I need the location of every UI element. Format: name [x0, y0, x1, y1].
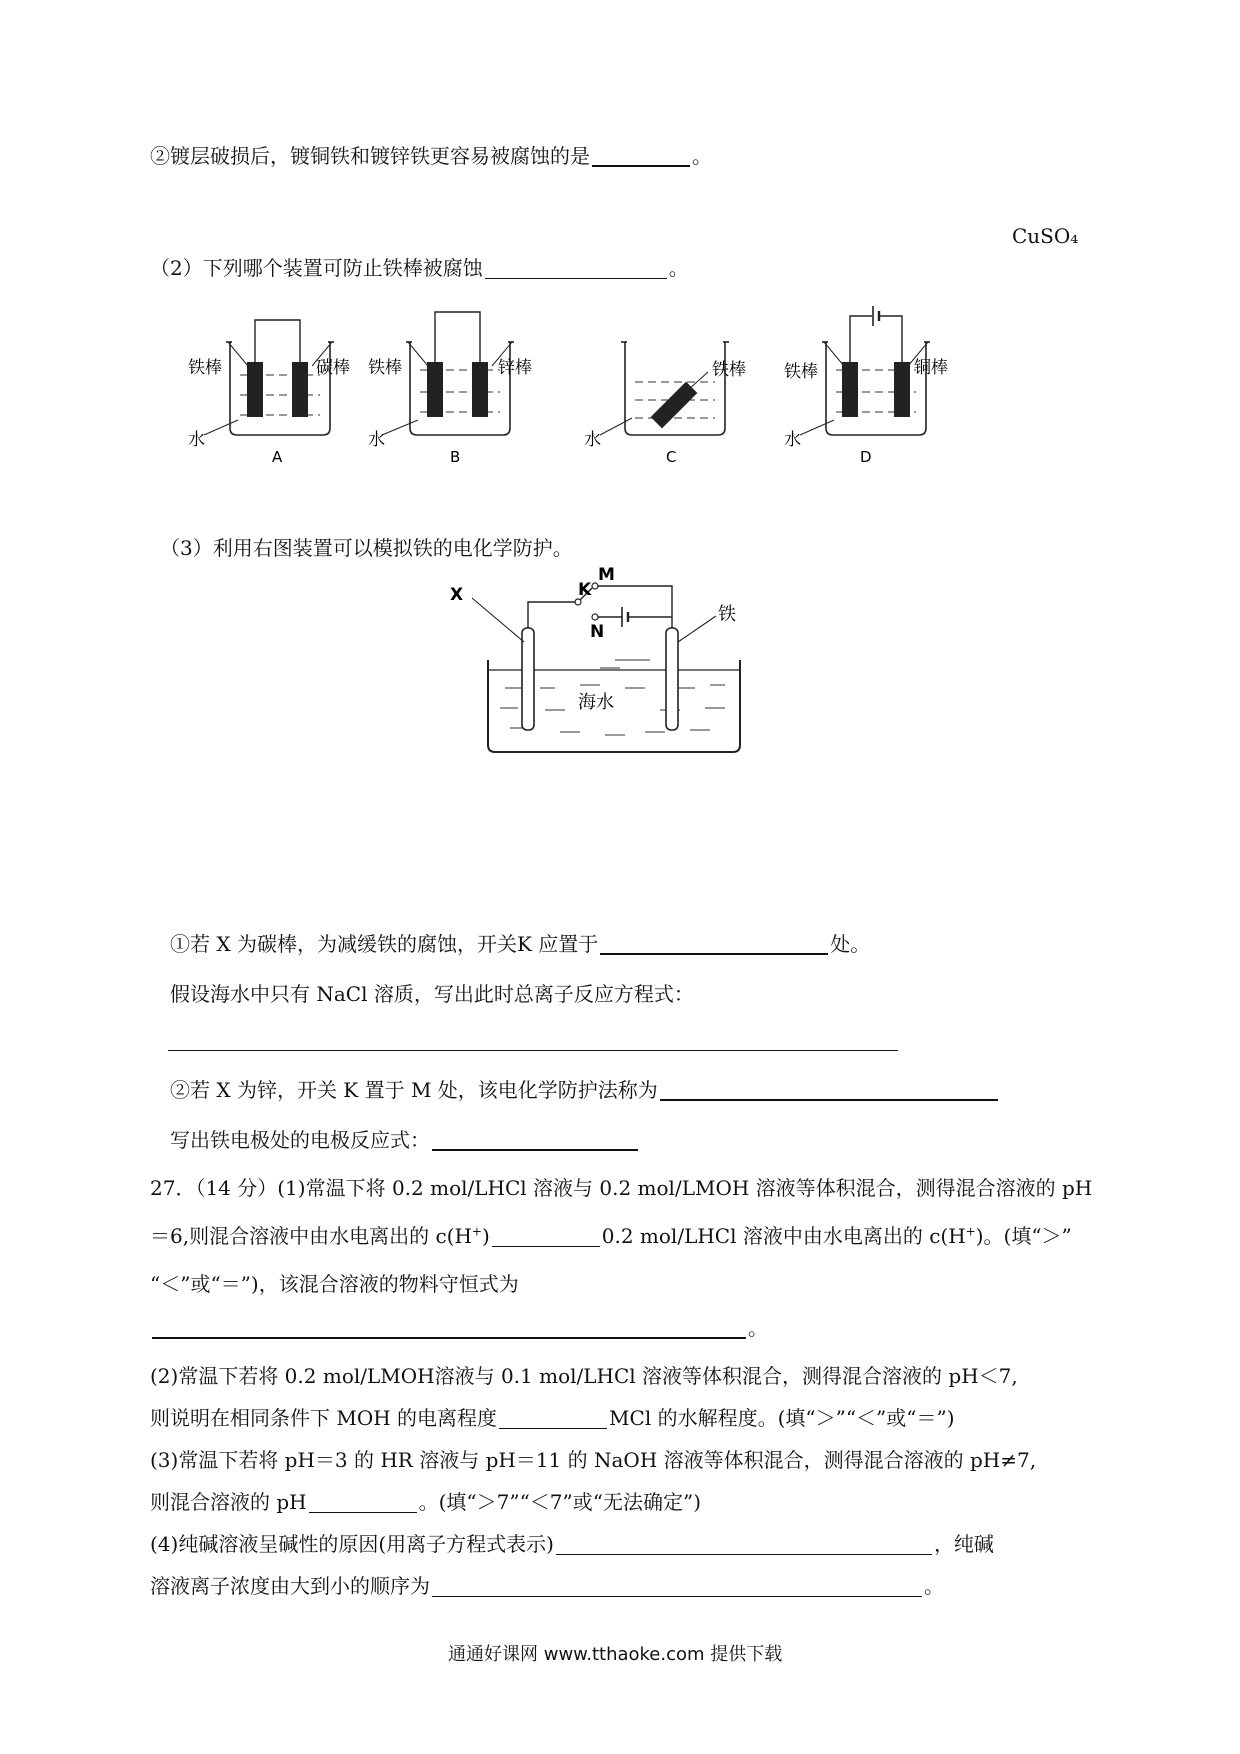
answer-line[interactable]	[168, 1050, 898, 1051]
beaker-c-water-label: 水	[584, 430, 601, 450]
beaker-d-letter: D	[860, 448, 872, 466]
beaker-d-water-label: 水	[784, 430, 801, 450]
q27-part2b: 则说明在相同条件下 MOH 的电离程度 MCl 的水解程度。(填“＞”“＜”或“＝”)	[150, 1406, 955, 1430]
stray-label: CuSO₄	[1012, 224, 1079, 248]
page-footer: 通通好课网 www.tthaoke.com 提供下载	[448, 1644, 783, 1665]
iron-electrode-label: 铁	[718, 604, 736, 625]
beaker-b-water-label: 水	[368, 430, 385, 450]
beaker-a	[188, 320, 350, 466]
answer-blank[interactable]	[592, 145, 690, 167]
q3-item1b: 假设海水中只有 NaCl 溶质，写出此时总离子反应方程式：	[170, 982, 694, 1006]
q27-part2a: (2)常温下若将 0.2 mol/LMOH溶液与 0.1 mol/LHCl 溶液等体积混合，测得混合溶液的 pH＜7,	[150, 1364, 1018, 1388]
answer-blank[interactable]	[432, 1576, 922, 1597]
answer-blank[interactable]	[499, 1408, 607, 1429]
q27-line4: 。	[150, 1314, 768, 1342]
q27-part4b: 溶液离子浓度由大到小的顺序为 。	[150, 1574, 944, 1598]
beaker-d	[784, 306, 948, 466]
beaker-d-right-label: 铜棒	[914, 358, 948, 378]
q27-line2: ＝6,则混合溶液中由水电离出的 c(H+) 0.2 mol/LHCl 溶液中由水电离出的 c(H+)。(填“＞”	[150, 1224, 1072, 1248]
beaker-b-left-label: 铁棒	[368, 358, 402, 378]
switch-k-label: K	[578, 580, 592, 600]
beaker-a-right-label: 碳棒	[316, 358, 350, 378]
answer-blank[interactable]	[309, 1492, 417, 1513]
q3-item1a: ①若 X 为碳棒，为减缓铁的腐蚀，开关K 应置于 处。	[170, 932, 871, 956]
beaker-c-letter: C	[666, 448, 677, 466]
seawater-label: 海水	[578, 692, 614, 713]
terminal-n-label: N	[590, 622, 605, 642]
electrode-x-label: X	[450, 585, 464, 605]
q3-item2b: 写出铁电极处的电极反应式：	[170, 1126, 640, 1154]
q27-line1: 27．（14 分）(1)常温下将 0.2 mol/LHCl 溶液与 0.2 mol/LMOH 溶液等体积混合，测得混合溶液的 pH	[150, 1176, 1093, 1200]
beaker-a-water-label: 水	[188, 430, 205, 450]
answer-blank[interactable]	[556, 1534, 932, 1555]
q27-part3a: (3)常温下若将 pH＝3 的 HR 溶液与 pH＝11 的 NaOH 溶液等体积混合，测得混合溶液的 pH≠7,	[150, 1448, 1037, 1472]
q27-line3: “＜”或“＝”)，该混合溶液的物料守恒式为	[150, 1272, 519, 1296]
beaker-d-left-label: 铁棒	[784, 362, 818, 382]
beaker-c-right-label: 铁棒	[712, 360, 746, 380]
q3-question: （3）利用右图装置可以模拟铁的电化学防护。	[160, 536, 573, 560]
answer-blank[interactable]	[492, 1226, 600, 1247]
q1-item2-text: ②镀层破损后，镀铜铁和镀锌铁更容易被腐蚀的是	[150, 144, 590, 168]
beaker-a-letter: A	[272, 448, 283, 466]
answer-blank[interactable]	[432, 1129, 638, 1151]
answer-blank[interactable]	[485, 258, 667, 279]
answer-blank[interactable]	[600, 933, 828, 955]
answer-blank[interactable]	[660, 1079, 998, 1101]
protection-figure	[450, 560, 770, 760]
beaker-b	[368, 312, 532, 466]
q27-part4a: (4)纯碱溶液呈碱性的原因(用离子方程式表示) ，纯碱	[150, 1532, 994, 1556]
beaker-figures	[180, 300, 1030, 470]
beaker-a-left-label: 铁棒	[188, 358, 222, 378]
q2-question: （2）下列哪个装置可防止铁棒被腐蚀 。	[150, 256, 689, 280]
q1-item2: ②镀层破损后，镀铜铁和镀锌铁更容易被腐蚀的是 。	[150, 144, 712, 168]
beaker-c	[584, 342, 746, 466]
beaker-b-right-label: 锌棒	[498, 358, 532, 378]
q27-part3b: 则混合溶液的 pH 。(填“＞7”“＜7”或“无法确定”)	[150, 1490, 702, 1514]
terminal-m-label: M	[598, 565, 615, 585]
answer-blank[interactable]	[152, 1317, 746, 1339]
beaker-b-letter: B	[450, 448, 461, 466]
q3-item2a: ②若 X 为锌，开关 K 置于 M 处，该电化学防护法称为	[170, 1076, 1000, 1104]
